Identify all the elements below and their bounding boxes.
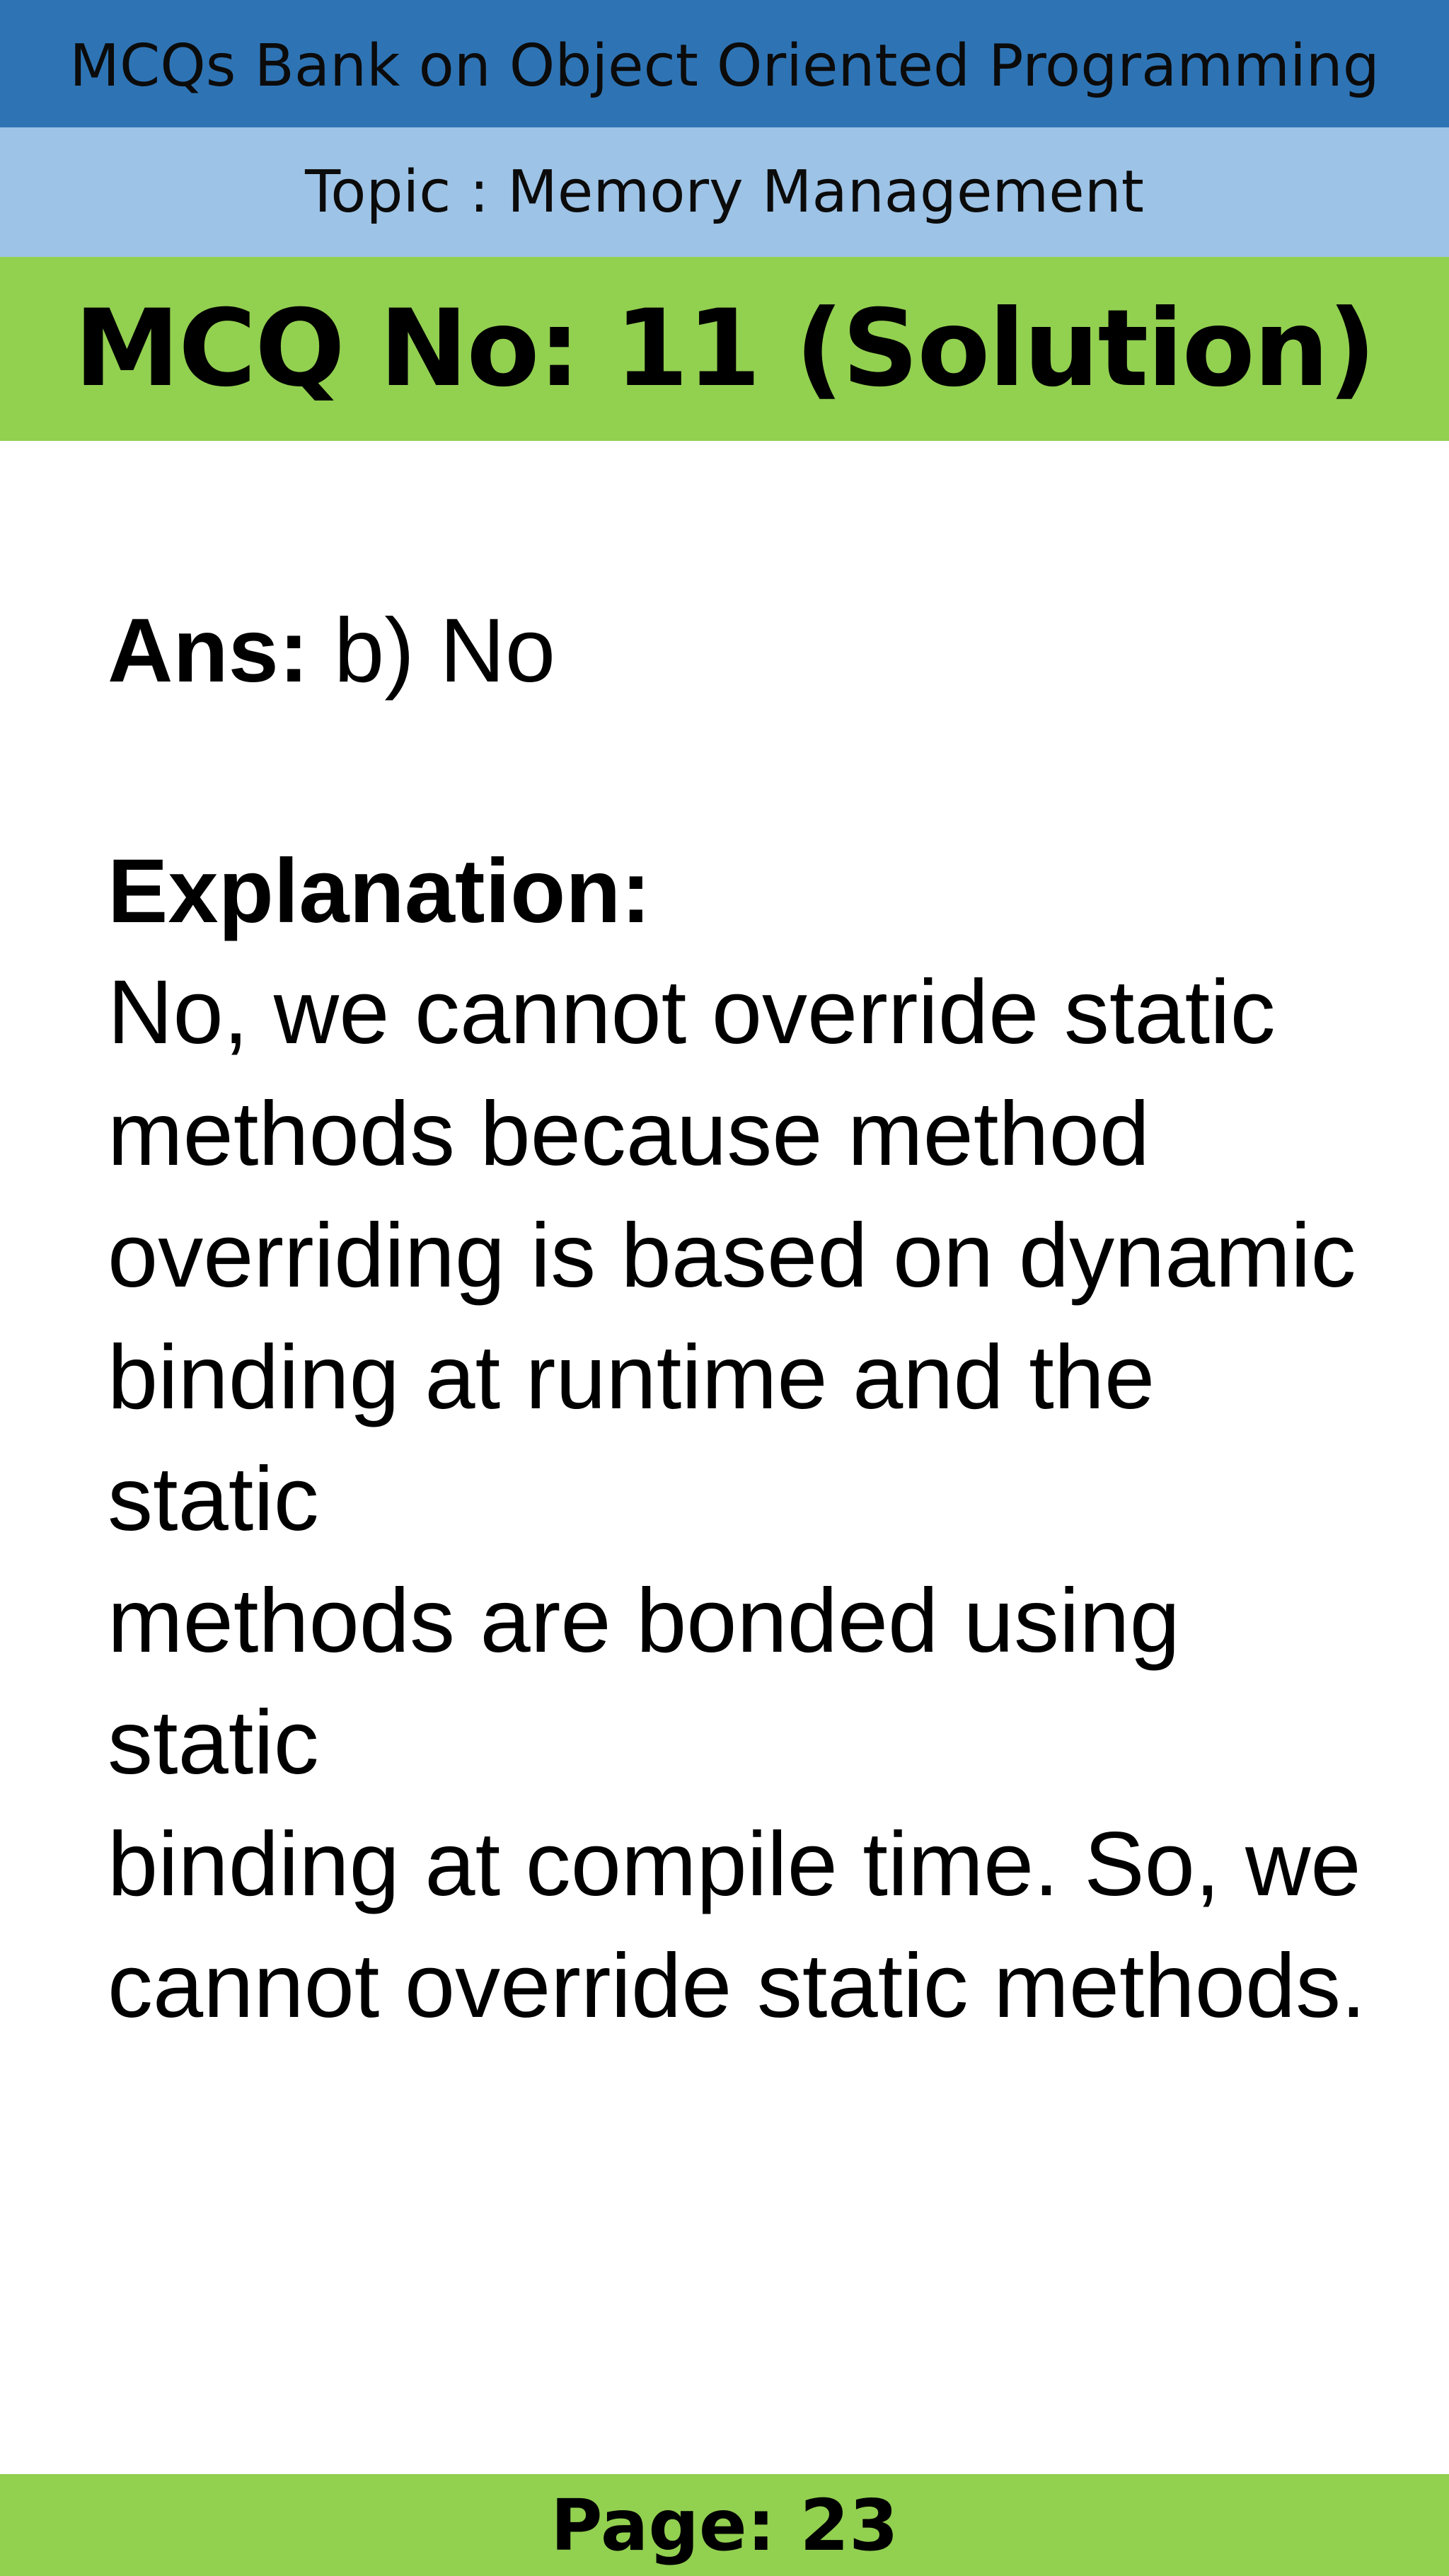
solution-content bbox=[108, 591, 1381, 2047]
explanation-line: binding at compile time. So, we bbox=[108, 1814, 1361, 1915]
explanation-text bbox=[108, 952, 1381, 2047]
document-title: MCQs Bank on Object Oriented Programming bbox=[69, 32, 1380, 100]
explanation-line: methods are bonded using static bbox=[108, 1570, 1180, 1793]
document-title-bar bbox=[0, 0, 1449, 127]
mcq-heading-bar bbox=[0, 257, 1449, 441]
topic-bar bbox=[0, 127, 1449, 257]
answer-line bbox=[108, 591, 1381, 711]
mcq-heading: MCQ No: 11 (Solution) bbox=[74, 287, 1375, 410]
topic-label: Topic : Memory Management bbox=[305, 159, 1144, 226]
answer-value: b) No bbox=[308, 600, 555, 701]
explanation-line: overriding is based on dynamic bbox=[108, 1205, 1356, 1306]
explanation-heading: Explanation: bbox=[108, 841, 652, 942]
explanation-line: methods because method bbox=[108, 1083, 1150, 1185]
explanation-line: binding at runtime and the static bbox=[108, 1327, 1155, 1550]
explanation-line: No, we cannot override static bbox=[108, 962, 1276, 1063]
page-number: Page: 23 bbox=[550, 2483, 899, 2567]
page-number-bar bbox=[0, 2474, 1449, 2576]
explanation-line: cannot override static methods. bbox=[108, 1936, 1366, 2037]
answer-label: Ans: bbox=[108, 600, 309, 701]
